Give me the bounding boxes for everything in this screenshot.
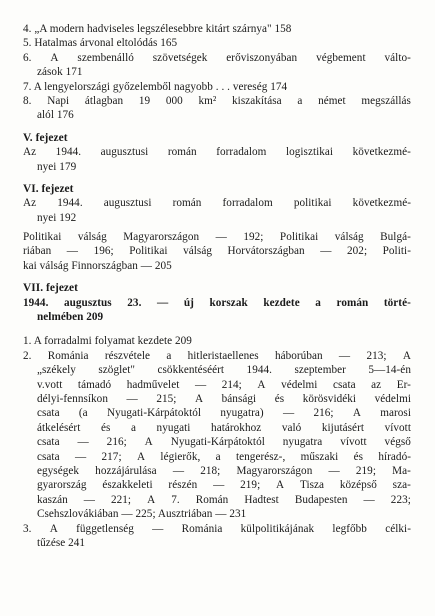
toc-entry-line: kai válság Finnországban — 205 — [23, 259, 172, 272]
toc-entry-line: 7. A lengyelországi győzelemből nagyobb . . . vereség 174 — [23, 80, 288, 93]
toc-entry-line: Az 1944. augusztusi román forradalom logisztikai következmé- — [23, 146, 411, 159]
toc-entry-line: Csehszlovákiában — 225; Ausztriában — 231 — [37, 508, 247, 521]
toc-entry-line: 2. Románia részvétele a hitleristaellenes háborúban — 213; A — [23, 349, 411, 362]
chapter-heading: VII. fejezet — [23, 282, 78, 295]
chapter-title-line: nelmében 209 — [37, 311, 104, 324]
toc-entry-line: 8. Napi átlagban 19 000 km² kiszakítása a német megszállás — [23, 94, 411, 107]
toc-entry-line: 6. A szembenálló szövetségek erőviszonyában végbement válto- — [23, 51, 411, 64]
toc-entry-line: v.vott támadó hadművelet — 214; A védelmi csata az Er- — [37, 378, 411, 391]
toc-entry-line: gyarország északkeleti részén — 219; A Tisza középső sza- — [37, 479, 411, 492]
spacer — [23, 273, 411, 281]
toc-entry-line: csata — 217; A légierők, a tengerész-, műszaki és híradó- — [37, 450, 411, 463]
toc-entry-line: 4. „A modern hadviseles legszélesebbre kitárt szárnya" 158 — [23, 23, 292, 35]
toc-entry-line: egységek hozzájárulása — 218; Magyarországon — 219; Ma- — [37, 464, 411, 477]
toc-entry-line: „székely szöglet" csökkentéséért 1944. szeptember 5—14-én — [37, 364, 411, 377]
chapter-heading: VI. fejezet — [23, 182, 74, 195]
toc-entry-line: kaszán — 221; A 7. Román Hadtest Budapesten — 223; — [37, 493, 411, 506]
toc-entry-line: 3. A függetlenség — Románia külpolitikájának legfőbb célki- — [23, 522, 411, 535]
chapter-heading: V. fejezet — [23, 131, 68, 144]
toc-entry-line: zások 171 — [37, 66, 83, 79]
spacer — [23, 174, 411, 182]
toc-entry-line: csata — 216; A Nyugati-Kárpátoktól nyugatra vívott végső — [37, 436, 411, 449]
toc-entry-line: délyi-fennsíkon — 215; A bánsági és körösvidéki védelmi — [37, 392, 411, 405]
toc-page — [23, 22, 411, 550]
toc-entry-line: 1. A forradalmi folyamat kezdete 209 — [23, 335, 192, 348]
toc-entry-line: riában — 196; Politikai válság Horvátországban — 202; Politi- — [23, 245, 411, 258]
spacer — [23, 123, 411, 131]
toc-entry-line: 5. Hatalmas árvonal eltolódás 165 — [23, 37, 178, 50]
toc-entry-line: Politikai válság Magyarországon — 192; Politikai válság Bulgá- — [23, 231, 411, 244]
toc-entry-line: Az 1944. augusztusi román forradalom politikai következmé- — [23, 197, 411, 210]
toc-entry-line: csata (a Nyugati-Kárpátoktól nyugatra) — 216; A marosi — [37, 407, 411, 420]
toc-entry-line: nyei 179 — [37, 160, 77, 173]
toc-entry-line: nyei 192 — [37, 211, 77, 224]
toc-entry-line: átkelésért és a nyugati határokhoz való kijutásért vívott — [37, 421, 411, 434]
chapter-title-line: 1944. augusztus 23. — új korszak kezdete a román törté- — [23, 296, 411, 309]
toc-entry-line: alól 176 — [37, 109, 74, 122]
toc-entry-line: tűzése 241 — [37, 536, 86, 549]
